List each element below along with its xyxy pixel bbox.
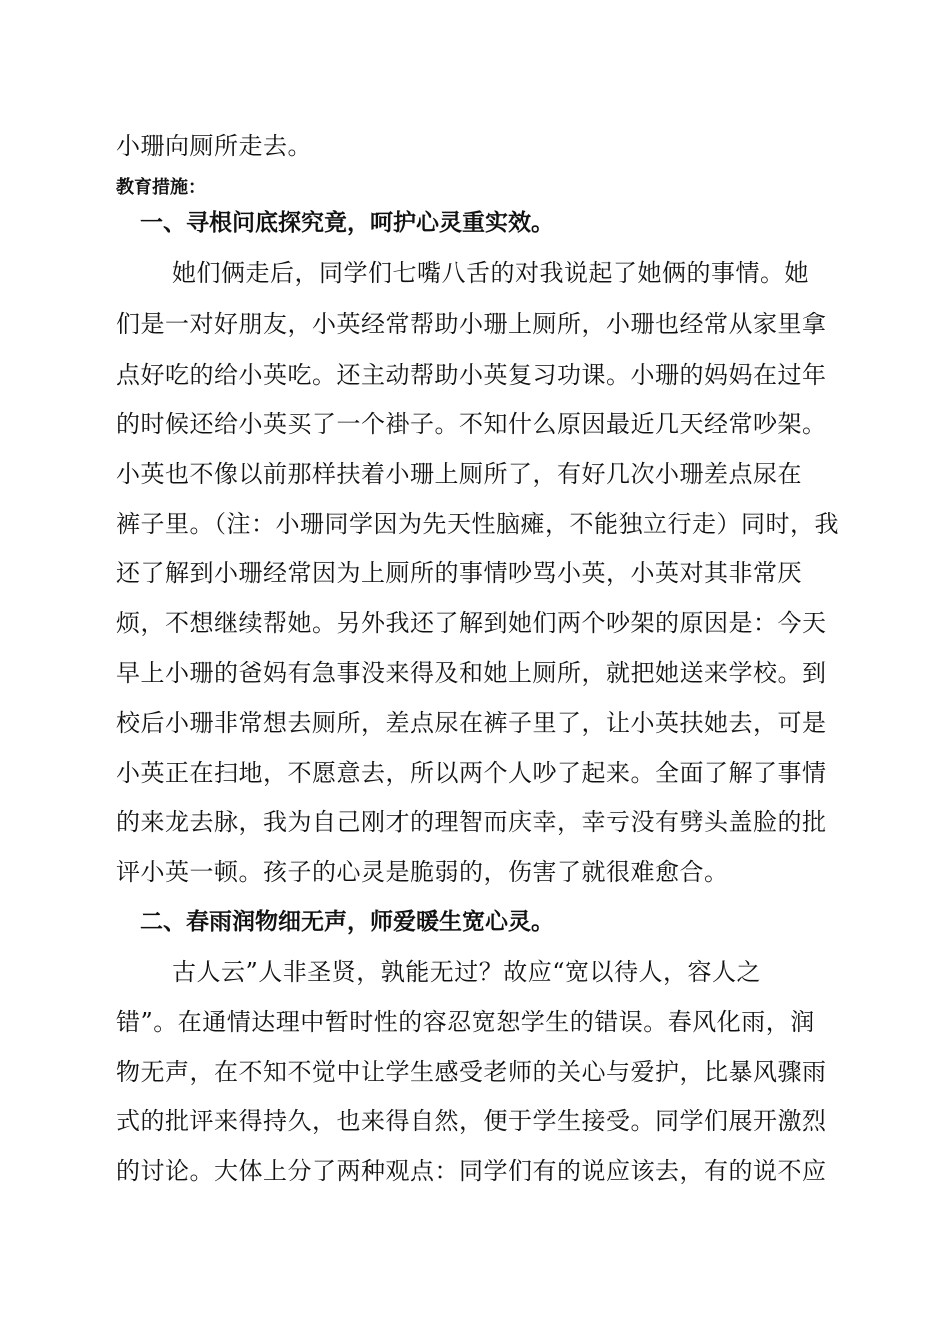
paragraph-line: 们是一对好朋友，小英经常帮助小珊上厕所，小珊也经常从家里拿 — [116, 310, 827, 338]
paragraph-line: 还了解到小珊经常因为上厕所的事情吵骂小英，小英对其非常厌 — [116, 559, 802, 587]
paragraph-line: 的时候还给小英买了一个褂子。不知什么原因最近几天经常吵架。 — [116, 410, 827, 438]
intro-line: 小珊向厕所走去。 — [116, 132, 312, 160]
section-heading-2: 二、春雨润物细无声，师爱暖生宽心灵。 — [140, 909, 554, 935]
paragraph-line: 错”。在通情达理中暂时性的容忍宽恕学生的错误。春风化雨，润 — [116, 1008, 815, 1036]
paragraph-line: 式的批评来得持久，也来得自然，便于学生接受。同学们展开激烈 — [116, 1107, 827, 1135]
section-heading-1: 一、寻根问底探究竟，呵护心灵重实效。 — [140, 210, 554, 236]
paragraph-line: 小英正在扫地，不愿意去，所以两个人吵了起来。全面了解了事情 — [116, 759, 827, 787]
paragraph-line: 物无声，在不知不觉中让学生感受老师的关心与爱护，比暴风骤雨 — [116, 1058, 827, 1086]
paragraph-line: 评小英一顿。孩子的心灵是脆弱的，伤害了就很难愈合。 — [116, 858, 729, 886]
paragraph-line: 古人云”人非圣贤，孰能无过？故应“宽以待人，容人之 — [172, 958, 762, 986]
paragraph-line: 烦，不想继续帮她。另外我还了解到她们两个吵架的原因是：今天 — [116, 609, 827, 637]
paragraph-line: 她们俩走后，同学们七嘴八舌的对我说起了她俩的事情。她 — [172, 259, 809, 287]
paragraph-line: 早上小珊的爸妈有急事没来得及和她上厕所，就把她送来学校。到 — [116, 659, 827, 687]
paragraph-line: 的讨论。大体上分了两种观点：同学们有的说应该去，有的说不应 — [116, 1157, 827, 1185]
paragraph-line: 裤子里。（注：小珊同学因为先天性脑瘫，不能独立行走）同时，我 — [116, 510, 839, 538]
paragraph-line: 点好吃的给小英吃。还主动帮助小英复习功课。小珊的妈妈在过年 — [116, 361, 827, 389]
paragraph-line: 的来龙去脉，我为自己刚才的理智而庆幸，幸亏没有劈头盖脸的批 — [116, 808, 827, 836]
paragraph-line: 校后小珊非常想去厕所，差点尿在裤子里了，让小英扶她去，可是 — [116, 709, 827, 737]
education-measures-label: 教育措施： — [116, 177, 206, 198]
paragraph-line: 小英也不像以前那样扶着小珊上厕所了，有好几次小珊差点尿在 — [116, 460, 802, 488]
